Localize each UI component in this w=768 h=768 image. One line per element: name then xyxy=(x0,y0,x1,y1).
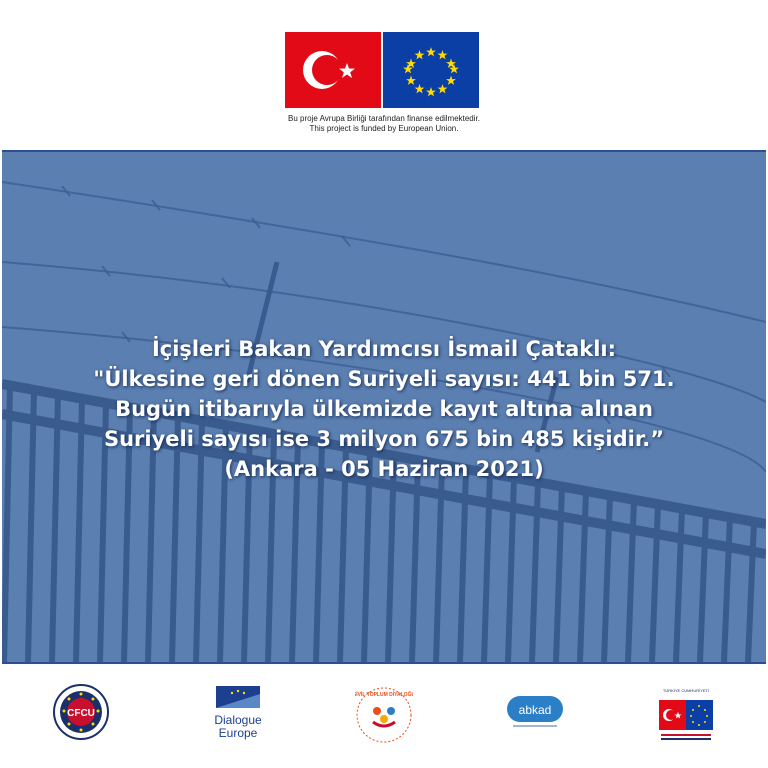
funding-disclaimer xyxy=(0,114,768,134)
eu-flag xyxy=(383,32,479,108)
ministry-eu-logo xyxy=(657,686,715,746)
fence-bar xyxy=(652,504,658,662)
quote-panel xyxy=(2,150,766,664)
disclaimer-turkish: Bu proje Avrupa Birliği tarafından finanse edilmektedir. xyxy=(288,114,480,123)
quote-line: Bugün itibarıyla ülkemizde kayıt altına alınan xyxy=(115,397,653,421)
abkad-label: abkad xyxy=(518,703,552,717)
quote-text xyxy=(2,334,766,484)
flags-header xyxy=(285,32,479,108)
fence-bar xyxy=(676,509,682,662)
fence-bar xyxy=(748,522,754,662)
dialogue-line1: Dialogue xyxy=(214,713,262,727)
quote-speaker: İçişleri Bakan Yardımcısı İsmail Çataklı: xyxy=(151,337,617,361)
cfcu-label: CFCU xyxy=(67,708,95,719)
fence-bar xyxy=(724,517,730,662)
sivil-top-text: SİVİL TOPLUM DİYALOĞU xyxy=(355,692,413,698)
quote-line: "Ülkesine geri dönen Suriyeli sayısı: 441 bin 571. xyxy=(93,367,675,391)
abkad-logo xyxy=(505,694,565,734)
disclaimer-english: This project is funded by European Union. xyxy=(309,124,459,133)
partner-logos xyxy=(0,672,768,752)
dialogue-line2: Europe xyxy=(218,726,258,740)
quote-line: Suriyeli sayısı ise 3 milyon 675 bin 485 kişidir.” xyxy=(103,427,665,451)
cfcu-logo xyxy=(53,684,109,740)
turkey-flag xyxy=(285,32,381,108)
dialogue-europe-logo xyxy=(210,686,266,746)
ministry-top-text: TÜRKİYE CUMHURİYETİ xyxy=(662,688,710,693)
quote-source: (Ankara - 05 Haziran 2021) xyxy=(224,457,544,481)
fence-bar xyxy=(700,513,706,662)
sivil-toplum-logo xyxy=(355,686,413,744)
